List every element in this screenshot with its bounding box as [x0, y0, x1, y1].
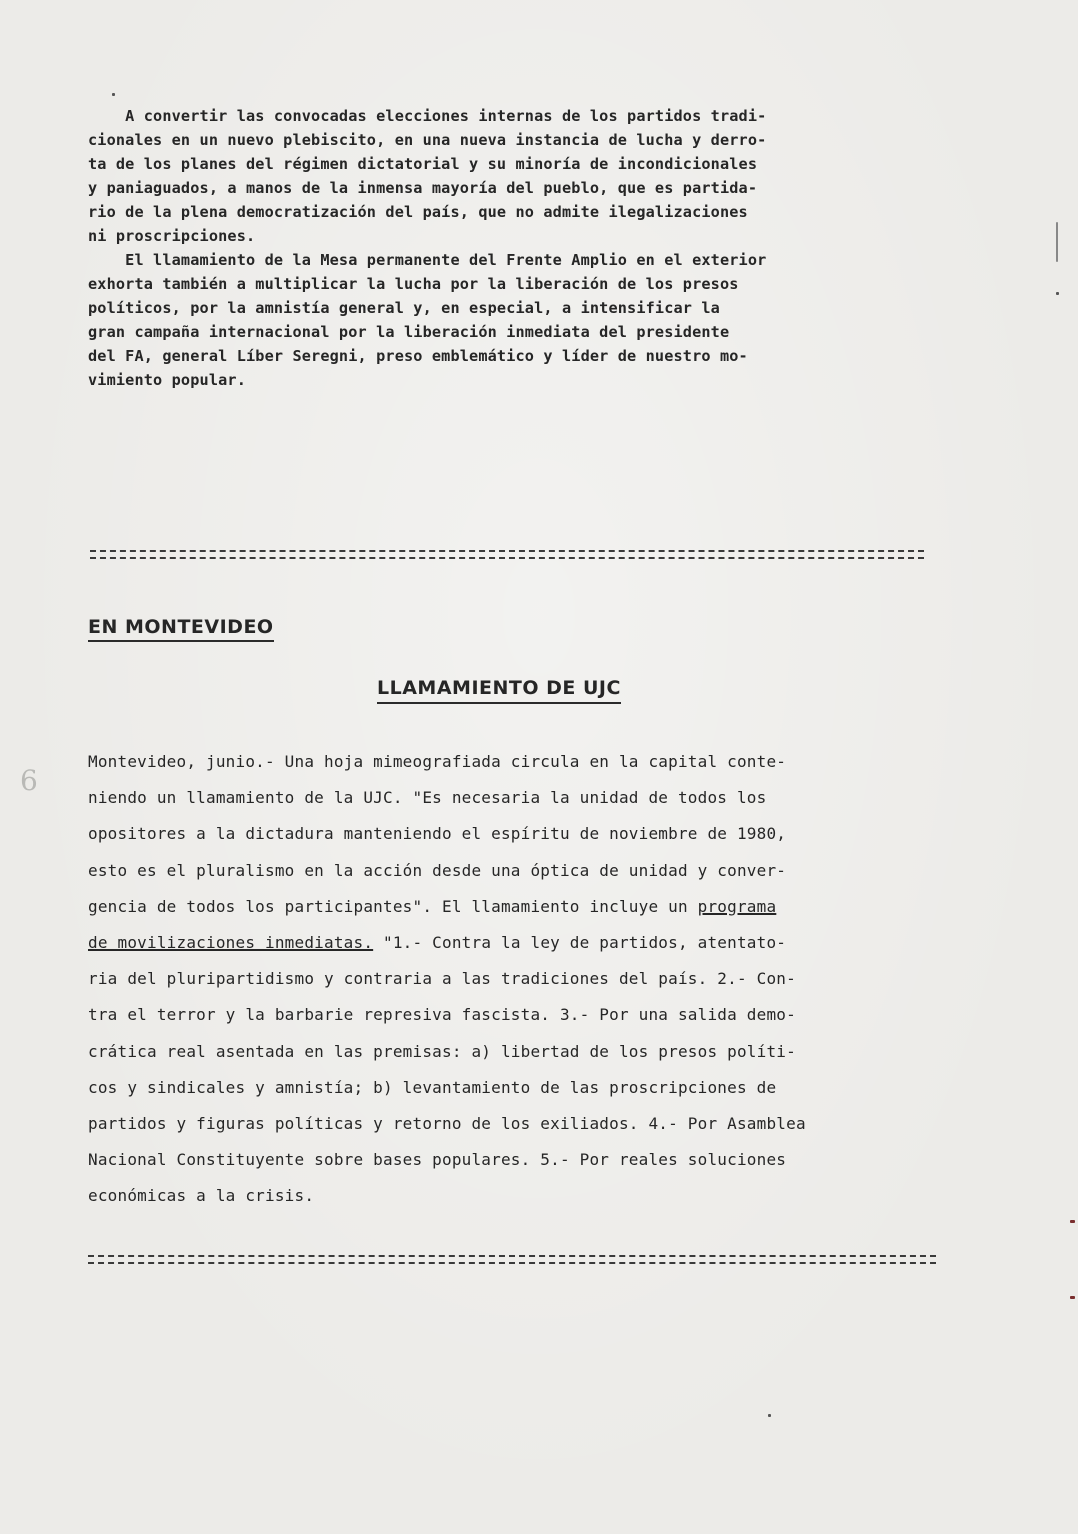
intro-line: ta de los planes del régimen dictatorial y su minoría de incondicionales	[88, 155, 758, 173]
article-title: LLAMAMIENTO DE UJC	[377, 677, 621, 704]
article-line: partidos y figuras políticas y retorno de los exiliados. 4.- Por Asamblea	[88, 1114, 806, 1134]
divider-dash	[88, 1255, 936, 1257]
intro-line: políticos, por la amnistía general y, en especial, a intensificar la	[88, 299, 720, 317]
article-line: niendo un llamamiento de la UJC. "Es necesaria la unidad de todos los	[88, 788, 767, 808]
intro-paragraph	[88, 104, 966, 392]
article-line: ria del pluripartidismo y contraria a las tradiciones del país. 2.- Con-	[88, 969, 796, 989]
scan-speck	[112, 93, 115, 96]
intro-line: gran campaña internacional por la liberación inmediata del presidente	[88, 323, 730, 341]
intro-line: exhorta también a multiplicar la lucha por la liberación de los presos	[88, 275, 739, 293]
divider-dash	[88, 1262, 936, 1264]
article-body	[88, 744, 968, 1215]
intro-line: cionales en un nuevo plebiscito, en una nueva instancia de lucha y derro-	[88, 131, 767, 149]
intro-line: vimiento popular.	[88, 371, 246, 389]
intro-line: A convertir las convocadas elecciones internas de los partidos tradi-	[88, 107, 767, 125]
scan-speck	[1056, 222, 1058, 262]
intro-line: ni proscripciones.	[88, 227, 256, 245]
section-divider	[88, 1254, 936, 1266]
divider-dash	[90, 557, 924, 559]
section-heading: EN MONTEVIDEO	[88, 616, 274, 642]
scan-speck	[1056, 292, 1059, 295]
article-line	[88, 925, 968, 961]
section-divider	[90, 549, 924, 561]
scan-speck	[1070, 1296, 1075, 1299]
intro-line: del FA, general Líber Seregni, preso emblemático y líder de nuestro mo-	[88, 347, 748, 365]
article-line	[88, 889, 968, 925]
intro-line: y paniaguados, a manos de la inmensa mayoría del pueblo, que es partida-	[88, 179, 758, 197]
underlined-text: programa	[697, 896, 777, 916]
scan-speck	[1070, 1220, 1075, 1223]
article-line: esto es el pluralismo en la acción desde una óptica de unidad y conver-	[88, 860, 787, 880]
article-line: económicas a la crisis.	[88, 1186, 315, 1206]
article-line: cos y sindicales y amnistía; b) levantamiento de las proscripciones de	[88, 1077, 777, 1097]
article-line: Nacional Constituyente sobre bases populares. 5.- Por reales soluciones	[88, 1150, 787, 1170]
intro-line: rio de la plena democratización del país, que no admite ilegalizaciones	[88, 203, 748, 221]
article-text: gencia de todos los participantes". El llamamiento incluye un	[88, 896, 698, 916]
article-line: opositores a la dictadura manteniendo el espíritu de noviembre de 1980,	[88, 824, 787, 844]
divider-dash	[90, 550, 924, 552]
article-text: "1.- Contra la ley de partidos, atentato-	[373, 933, 787, 953]
margin-page-mark: 6	[20, 764, 38, 797]
article-line: crática real asentada en las premisas: a) libertad de los presos políti-	[88, 1041, 796, 1061]
scan-speck	[768, 1414, 771, 1417]
article-line: tra el terror y la barbarie represiva fascista. 3.- Por una salida demo-	[88, 1005, 796, 1025]
intro-line: El llamamiento de la Mesa permanente del Frente Amplio en el exterior	[88, 251, 767, 269]
article-line: Montevideo, junio.- Una hoja mimeografiada circula en la capital conte-	[88, 752, 787, 771]
underlined-text: de movilizaciones inmediatas.	[88, 933, 374, 953]
